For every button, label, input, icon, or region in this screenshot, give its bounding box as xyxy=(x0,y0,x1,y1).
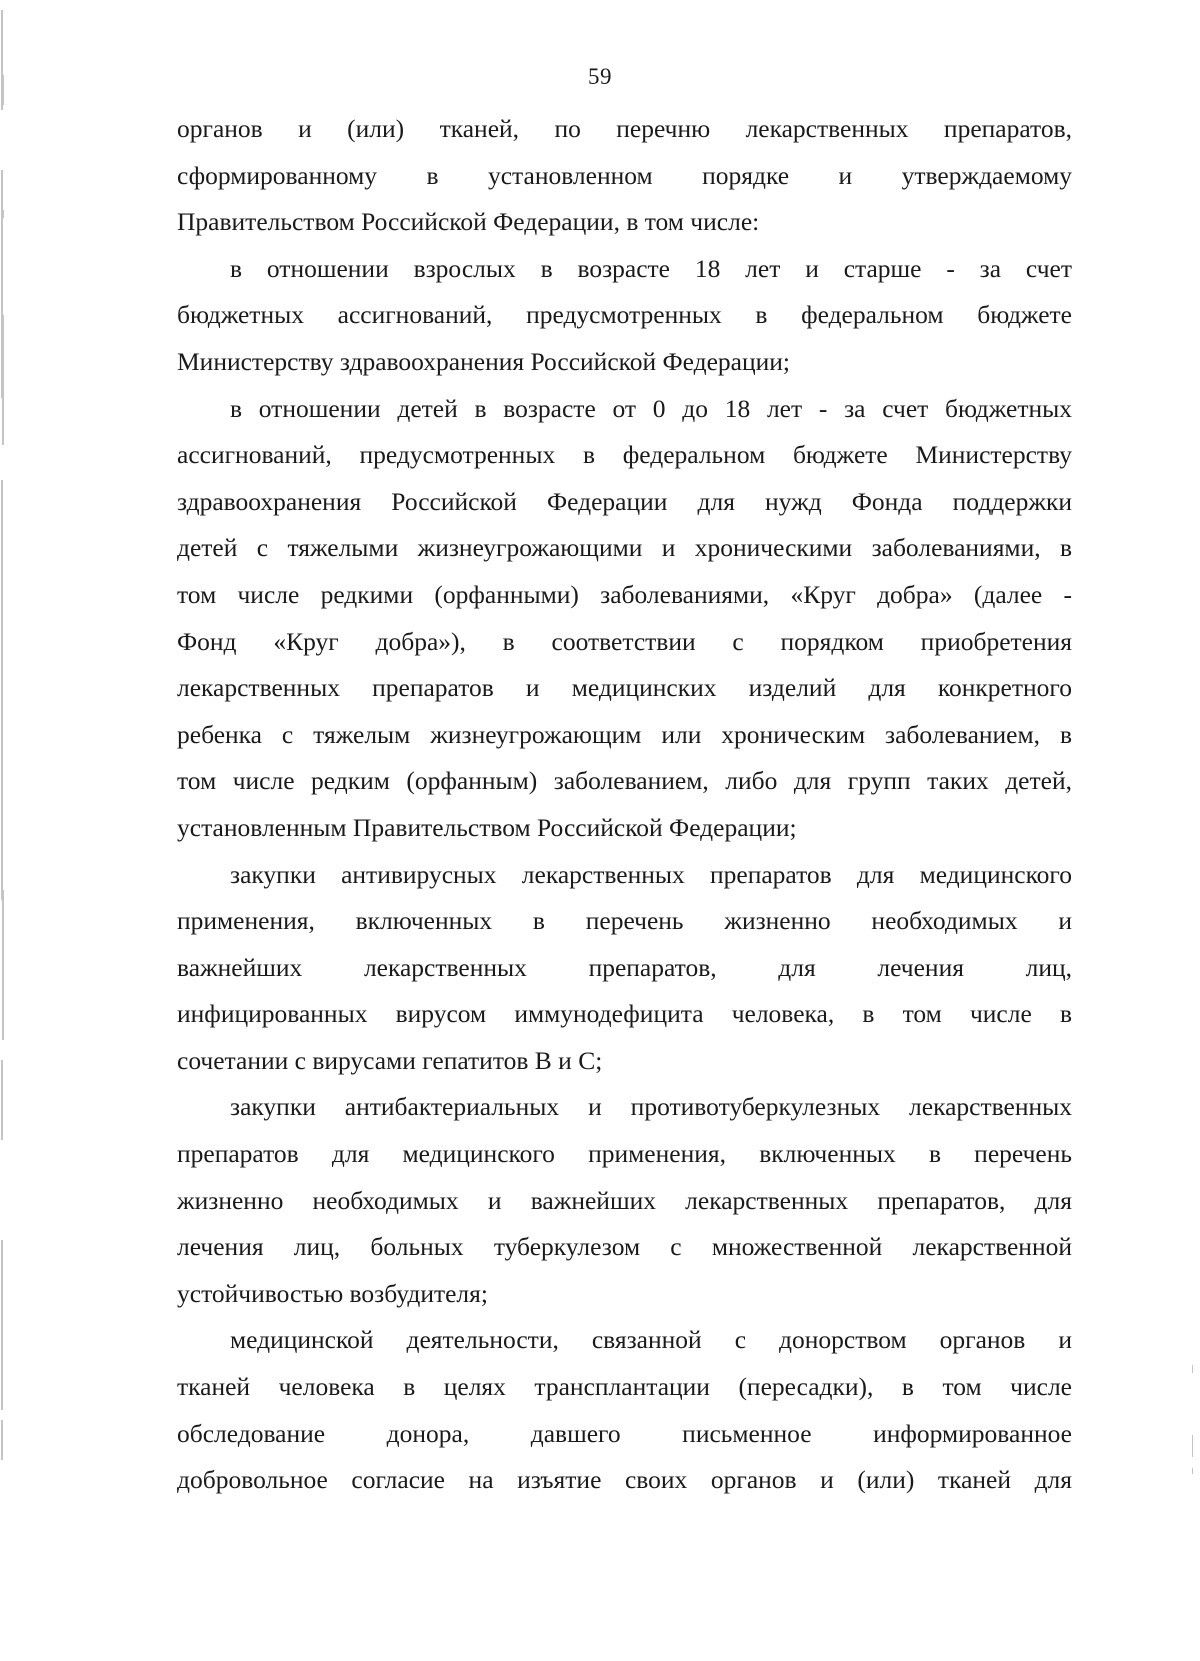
text-line: медицинской деятельности, связанной с донорством органов и xyxy=(230,1325,1072,1355)
text-line: в отношении детей в возрасте от 0 до 18 лет - за счет бюджетных xyxy=(230,393,1072,423)
text-line: бюджетных ассигнований, предусмотренных в федеральном бюджете xyxy=(177,300,1072,330)
text-line: сочетании с вирусами гепатитов В и С; xyxy=(177,1045,603,1075)
page-number: 59 xyxy=(588,64,612,89)
text-line: в отношении взрослых в возрасте 18 лет и старше - за счет xyxy=(230,253,1072,283)
paragraph xyxy=(177,106,1072,246)
text-line: Фонд «Круг добра»), в соответствии с порядком приобретения xyxy=(177,626,1072,656)
text-line: важнейших лекарственных препаратов, для лечения лиц, xyxy=(177,952,1072,982)
text-line: устойчивостью возбудителя; xyxy=(177,1278,488,1308)
text-line: обследование донора, давшего письменное информированное xyxy=(177,1418,1072,1448)
paragraph xyxy=(177,246,1072,386)
text-line: добровольное согласие на изъятие своих органов и (или) тканей для xyxy=(177,1465,1072,1495)
text-line: Правительством Российской Федерации, в том числе: xyxy=(177,207,760,237)
text-line: инфицированных вирусом иммунодефицита человека, в том числе в xyxy=(177,999,1072,1029)
paragraph xyxy=(177,1317,1072,1503)
scan-edge-artifact-left xyxy=(1,10,3,1630)
document-body xyxy=(177,106,1072,1504)
text-line: здравоохранения Российской Федерации для нужд Фонда поддержки xyxy=(177,486,1072,516)
text-line: том числе редкими (орфанными) заболеваниями, «Круг добра» (далее - xyxy=(177,579,1072,609)
text-line: закупки антибактериальных и противотуберкулезных лекарственных xyxy=(230,1092,1072,1122)
text-line: закупки антивирусных лекарственных препаратов для медицинского xyxy=(230,859,1072,889)
text-line: применения, включенных в перечень жизненно необходимых и xyxy=(177,906,1072,936)
text-line: Министерству здравоохранения Российской Федерации; xyxy=(177,346,791,376)
text-line: тканей человека в целях трансплантации (пересадки), в том числе xyxy=(177,1372,1072,1402)
text-line: детей с тяжелыми жизнеугрожающими и хроническими заболеваниями, в xyxy=(177,533,1072,563)
text-line: органов и (или) тканей, по перечню лекарственных препаратов, xyxy=(177,114,1072,143)
paragraph xyxy=(177,386,1072,852)
text-line: том числе редким (орфанным) заболеванием, либо для групп таких детей, xyxy=(177,766,1072,796)
text-line: ребенка с тяжелым жизнеугрожающим или хроническим заболеванием, в xyxy=(177,719,1072,749)
paragraph xyxy=(177,1084,1072,1317)
text-line: лечения лиц, больных туберкулезом с множественной лекарственной xyxy=(177,1232,1072,1262)
text-line: препаратов для медицинского применения, включенных в перечень xyxy=(177,1139,1072,1169)
text-line: жизненно необходимых и важнейших лекарственных препаратов, для xyxy=(177,1185,1072,1215)
paragraph xyxy=(177,852,1072,1085)
text-line: сформированному в установленном порядке и утверждаемому xyxy=(177,160,1072,190)
text-line: лекарственных препаратов и медицинских изделий для конкретного xyxy=(177,673,1072,703)
text-line: установленным Правительством Российской Федерации; xyxy=(177,812,797,842)
text-line: ассигнований, предусмотренных в федеральном бюджете Министерству xyxy=(177,440,1072,470)
